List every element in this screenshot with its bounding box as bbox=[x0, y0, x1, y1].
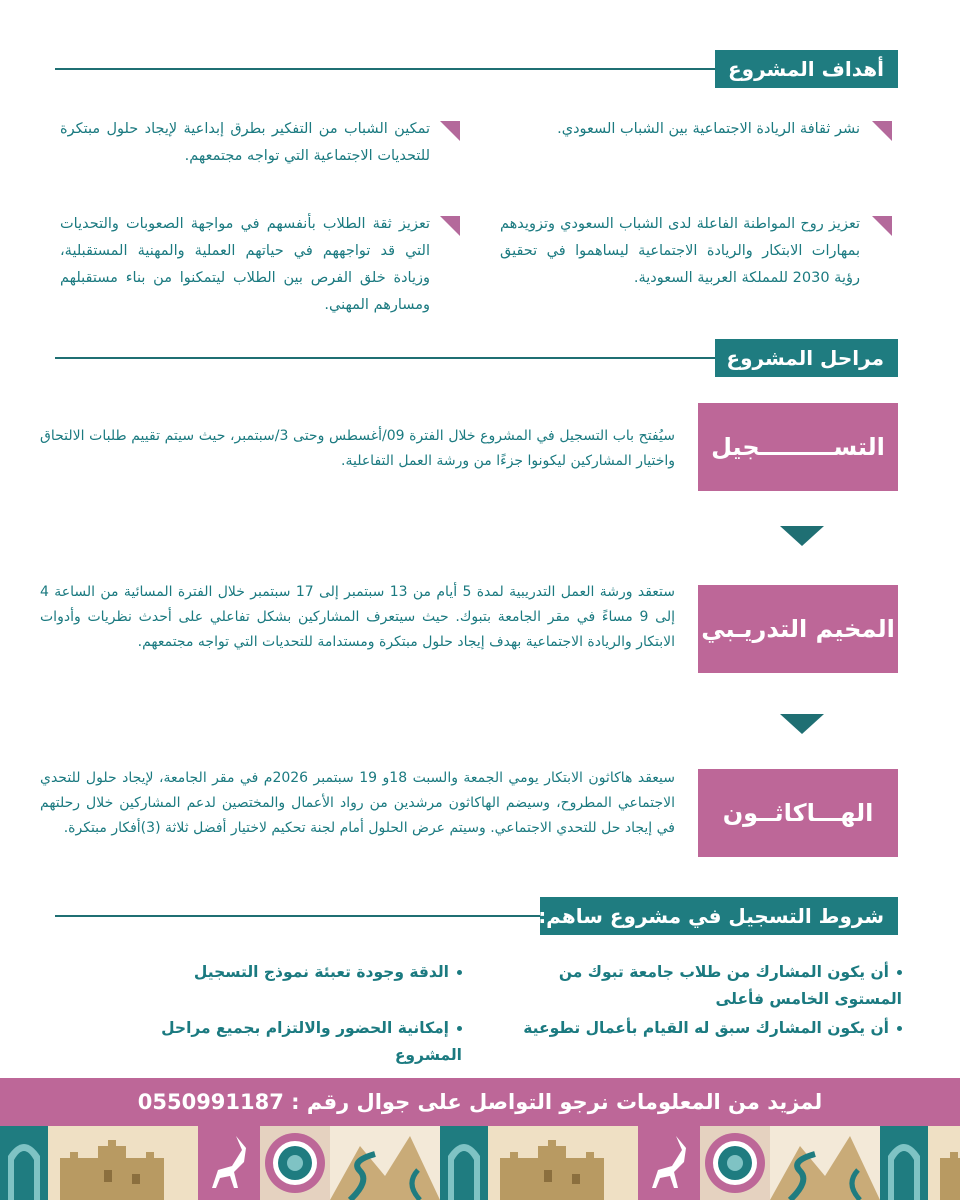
heritage-pattern-band bbox=[0, 1126, 960, 1200]
contact-band bbox=[0, 1078, 960, 1126]
bullet-dot-icon bbox=[457, 970, 462, 975]
stage-hackathon-box: الهـــاكاثــون bbox=[698, 769, 898, 857]
stages-title: مراحل المشروع bbox=[715, 339, 898, 377]
stage-camp-text: ستعقد ورشة العمل التدريبية لمدة 5 أيام من 13 سبتمبر إلى 17 سبتمبر خلال الفترة المسائية من الساعة 4 إلى 9 مساءً في مقر الجامعة بتبوك. حيث سيتعرف المشاركين بشكل تفاعلي على أحدث نظريات وأدوات الابتكار والريادة الاجتماعية بهدف إيجاد حلول مبتكرة ومستدامة للتحديات التي تواجه مجتمعهم. bbox=[40, 584, 676, 650]
bullet-triangle-icon bbox=[872, 121, 892, 141]
stages-rule bbox=[55, 357, 775, 359]
bullet-triangle-icon bbox=[440, 121, 460, 141]
goals-rule bbox=[55, 68, 775, 70]
goal-item-1: نشر ثقافة الريادة الاجتماعية بين الشباب السعودي. bbox=[557, 121, 860, 137]
bullet-dot-icon bbox=[457, 1026, 462, 1031]
bullet-triangle-icon bbox=[872, 216, 892, 236]
arrow-down-icon bbox=[780, 714, 824, 734]
heritage-pattern-icon bbox=[0, 1126, 960, 1200]
condition-item-2: الدقة وجودة تعبئة نموذج التسجيل bbox=[90, 959, 462, 986]
stage-registration-text: سيُفتح باب التسجيل في المشروع خلال الفترة 09/أغسطس وحتى 3/سبتمبر، حيث سيتم تقييم طلبات الالتحاق واختيار المشاركين ليكونوا جزءًا من ورشة العمل التفاعلية. bbox=[40, 428, 675, 469]
goal-item-4: تعزيز ثقة الطلاب بأنفسهم في مواجهة الصعوبات والتحديات التي قد تواجههم في حياتهم العملية والمهنية المستقبلية، وزيادة خلق الفرص بين الطلاب ليتمكنوا من بناء مستقبلهم ومسارهم المهني. bbox=[60, 216, 430, 313]
condition-item-4: إمكانية الحضور والالتزام بجميع مراحل المشروع bbox=[161, 1019, 462, 1064]
bullet-triangle-icon bbox=[440, 216, 460, 236]
stage-camp-box: المخيم التدريـبي bbox=[698, 585, 898, 673]
stage-hackathon-text: سيعقد هاكاثون الابتكار يومي الجمعة والسبت 18و 19 سبتمبر 2026م في مقر الجامعة، لإيجاد حلول للتحدي الاجتماعي المطروح، وسيضم الهاكاثون مرشدين من رواد الأعمال والمختصين لدعم المشاركين خلال رحلتهم في إيجاد حل للتحدي الاجتماعي. وسيتم عرض الحلول أمام لجنة تحكيم لاختيار أفضل ثلاثة (3)أفكار مبتكرة. bbox=[40, 770, 676, 836]
condition-item-1: أن يكون المشارك من طلاب جامعة تبوك من المستوى الخامس فأعلى bbox=[558, 963, 902, 1008]
stage-registration-box: التســـــــــجيل bbox=[698, 403, 898, 491]
goal-item-3: تعزيز روح المواطنة الفاعلة لدى الشباب السعودي وتزويدهم بمهارات الابتكار والريادة الاجتماعية ليساهموا في تحقيق رؤية 2030 للمملكة العربية السعودية. bbox=[500, 216, 860, 286]
bullet-dot-icon bbox=[897, 970, 902, 975]
conditions-rule bbox=[55, 915, 555, 917]
arrow-down-icon bbox=[780, 526, 824, 546]
contact-text: لمزيد من المعلومات نرجو التواصل على جوال رقم : 0550991187 bbox=[137, 1090, 823, 1114]
goal-item-2: تمكين الشباب من التفكير بطرق إبداعية لإيجاد حلول مبتكرة للتحديات الاجتماعية التي تواجه مجتمعهم. bbox=[60, 121, 430, 164]
goals-title: أهداف المشروع bbox=[715, 50, 898, 88]
conditions-title: شروط التسجيل في مشروع ساهم: bbox=[540, 897, 898, 935]
condition-item-3: أن يكون المشارك سبق له القيام بأعمال تطوعية bbox=[490, 1015, 902, 1042]
bullet-dot-icon bbox=[897, 1026, 902, 1031]
